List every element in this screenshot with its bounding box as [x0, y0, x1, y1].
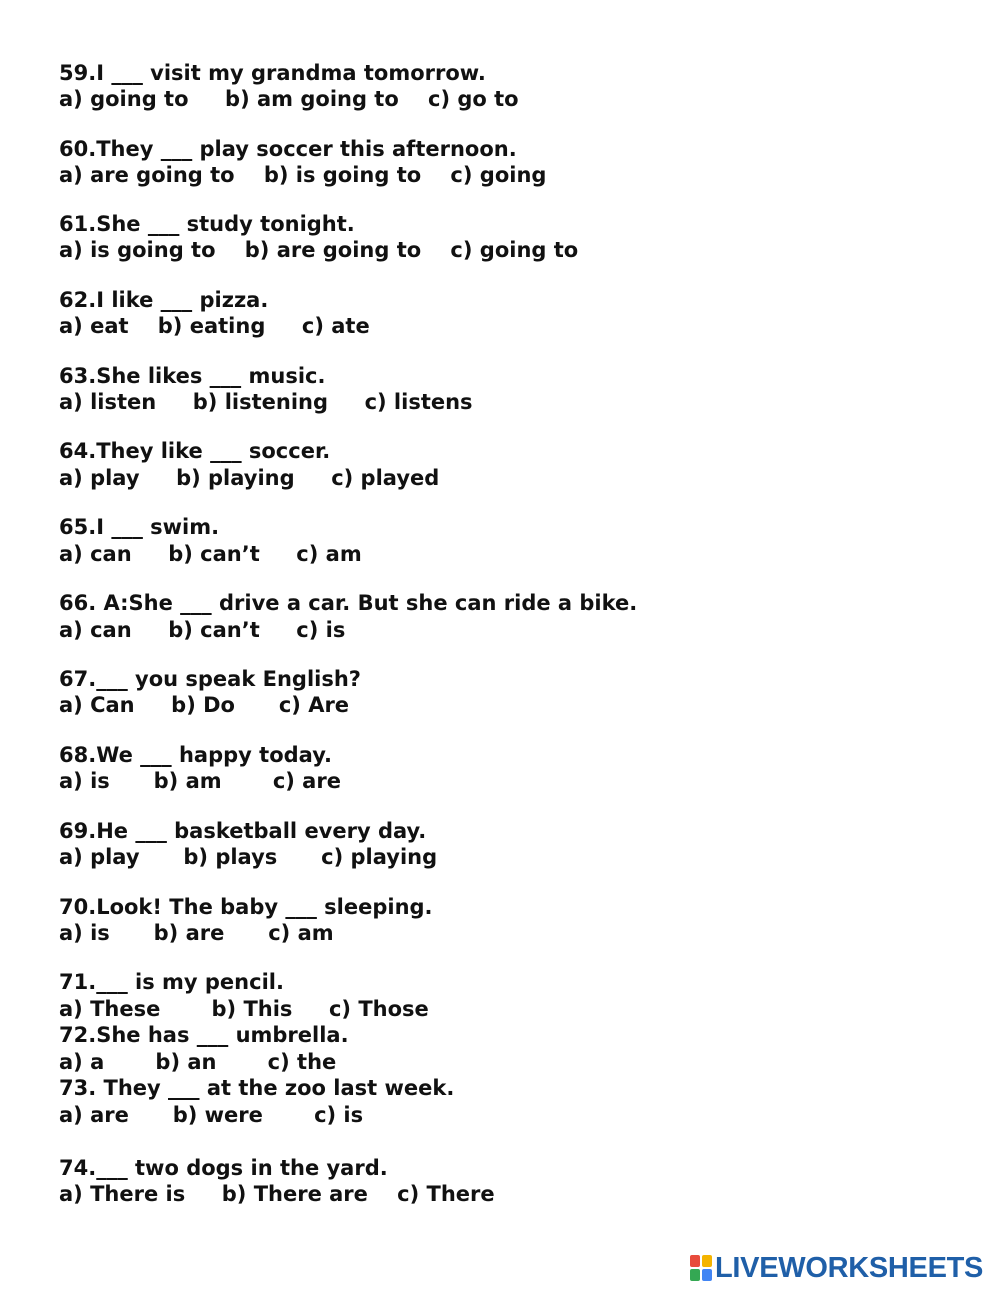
- question-stem: 60.They ___ play soccer this afternoon.: [59, 137, 517, 161]
- question-stem: 68.We ___ happy today.: [59, 743, 332, 767]
- question-stem: 70.Look! The baby ___ sleeping.: [59, 895, 433, 919]
- question-stem: 66. A:She ___ drive a car. But she can ride a bike.: [59, 591, 638, 615]
- question-stem: 73. They ___ at the zoo last week.: [59, 1076, 455, 1100]
- question-stem: 63.She likes ___ music.: [59, 364, 326, 388]
- liveworksheets-logo: [690, 1250, 983, 1286]
- question-stem: 65.I ___ swim.: [59, 515, 220, 539]
- question-stem: 67.___ you speak English?: [59, 667, 361, 691]
- question-options: a) going to b) am going to c) go to: [59, 87, 519, 111]
- question-options: a) is b) am c) are: [59, 769, 341, 793]
- question-options: a) There is b) There are c) There: [59, 1182, 495, 1206]
- question-stem: 61.She ___ study tonight.: [59, 212, 355, 236]
- question-options: a) Can b) Do c) Are: [59, 693, 350, 717]
- question-stem: 74.___ two dogs in the yard.: [59, 1156, 388, 1180]
- question-stem: 59.I ___ visit my grandma tomorrow.: [59, 61, 486, 85]
- logo-text: LIVEWORKSHEETS: [715, 1252, 984, 1284]
- question-options: a) eat b) eating c) ate: [59, 314, 370, 338]
- question-stem: 71.___ is my pencil.: [59, 970, 284, 994]
- question-options: a) is going to b) are going to c) going to: [59, 238, 579, 262]
- question-options: a) These b) This c) Those: [59, 997, 429, 1021]
- logo-mark-square: [702, 1269, 712, 1281]
- question-options: a) play b) plays c) playing: [59, 845, 438, 869]
- question-options: a) a b) an c) the: [59, 1050, 337, 1074]
- question-options: a) listen b) listening c) listens: [59, 390, 473, 414]
- question-options: a) are b) were c) is: [59, 1103, 364, 1127]
- question-stem: 64.They like ___ soccer.: [59, 439, 331, 463]
- question-options: a) play b) playing c) played: [59, 466, 440, 490]
- logo-mark-square: [690, 1255, 700, 1267]
- question-stem: 69.He ___ basketball every day.: [59, 819, 427, 843]
- question-stem: 62.I like ___ pizza.: [59, 288, 269, 312]
- liveworksheets-logo-icon: [690, 1255, 712, 1281]
- question-options: a) are going to b) is going to c) going: [59, 163, 547, 187]
- question-options: a) is b) are c) am: [59, 921, 334, 945]
- question-options: a) can b) can’t c) is: [59, 618, 346, 642]
- logo-mark-square: [690, 1269, 700, 1281]
- question-options: a) can b) can’t c) am: [59, 542, 362, 566]
- logo-mark-square: [702, 1255, 712, 1267]
- question-stem: 72.She has ___ umbrella.: [59, 1023, 349, 1047]
